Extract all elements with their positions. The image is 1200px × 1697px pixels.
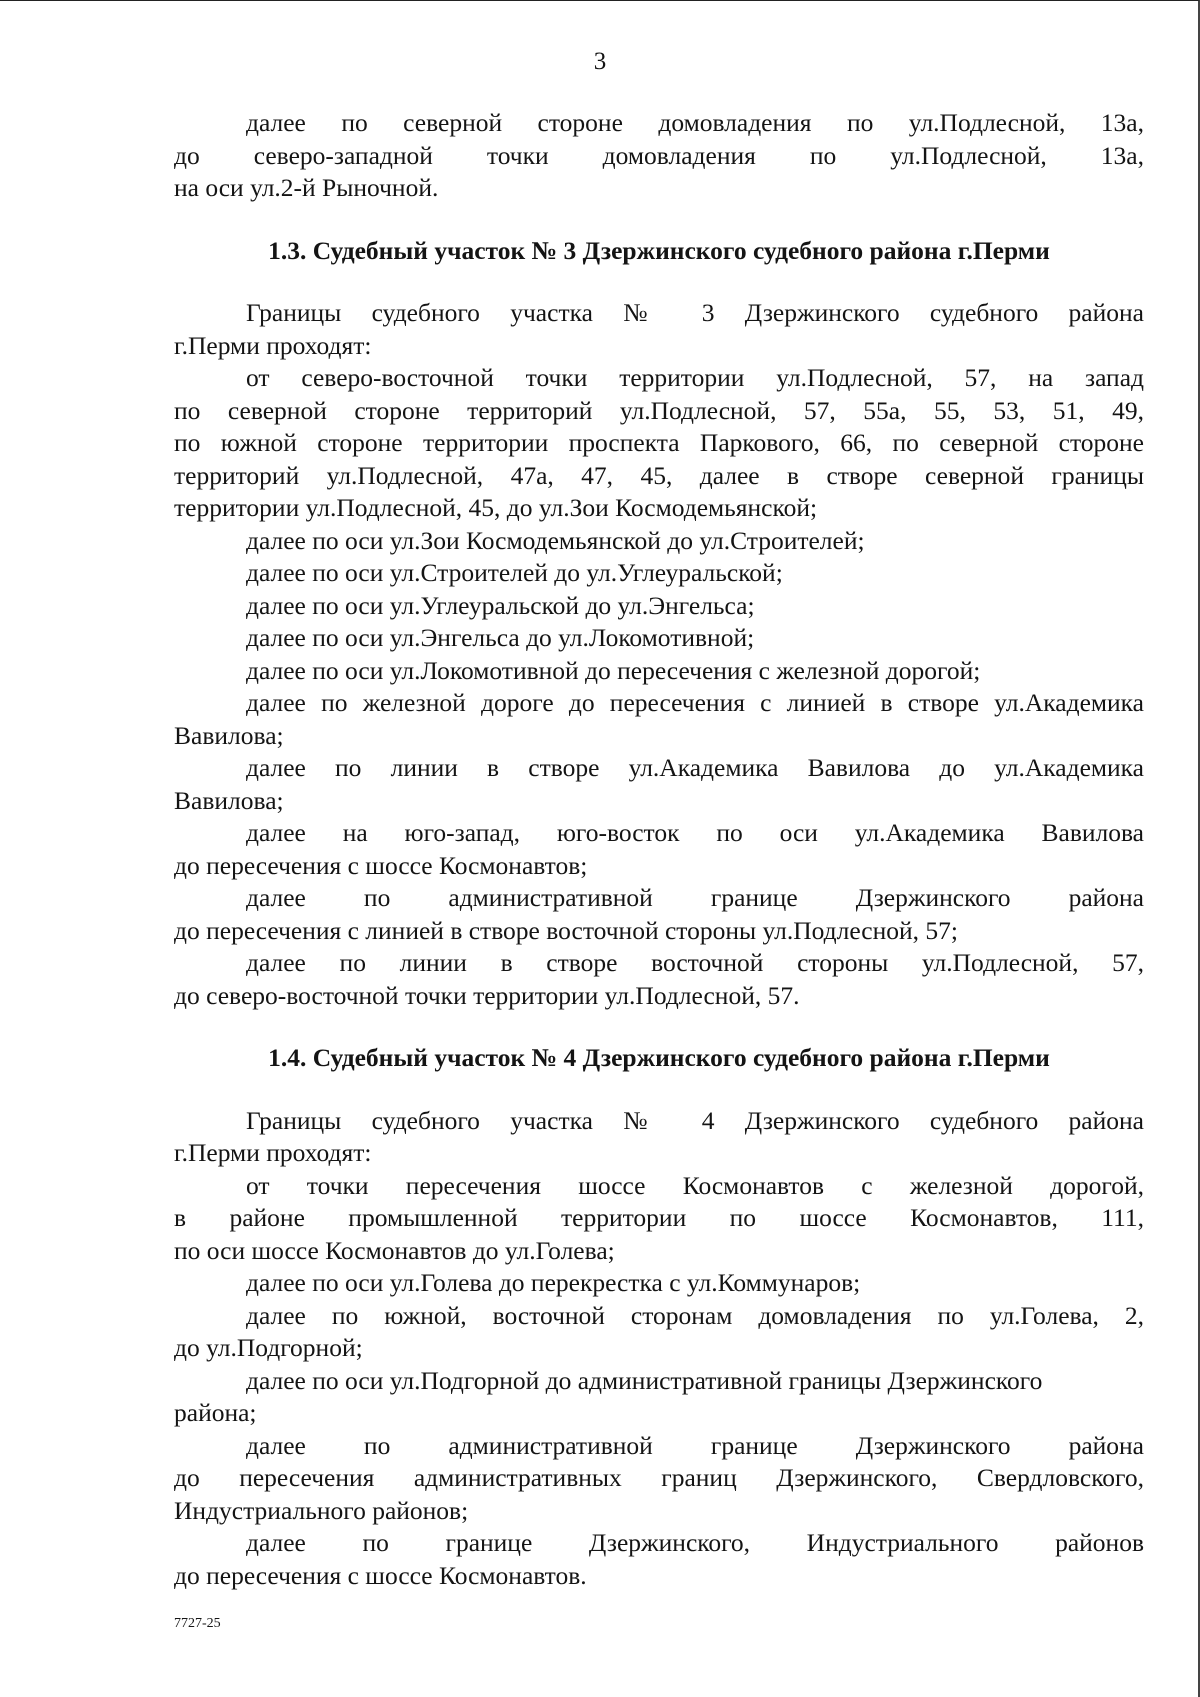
text-line: Индустриального районов; [174,1495,469,1525]
text-line: далее по линии в створе ул.Академика Вавилова до ул.Академика [246,753,1144,782]
text-line: далее по железной дороге до пересечения с линией в створе ул.Академика [246,688,1144,717]
section-4-body [174,1105,1144,1593]
text-line: до пересечения с линией в створе восточной стороны ул.Подлесной, 57; [174,915,959,945]
text-line: от северо-восточной точки территории ул.Подлесной, 57, на запад [246,363,1144,392]
section-heading-3: 1.3. Судебный участок № 3 Дзержинского судебного района г.Перми [268,235,1050,265]
page-number: 3 [593,48,607,75]
section-3-body [174,297,1144,1012]
text-line: далее по оси ул.Локомотивной до пересечения с железной дорогой; [246,655,981,685]
text-line: до пересечения с шоссе Космонавтов. [174,1560,587,1590]
text-line: далее по оси ул.Подгорной до административной границы Дзержинского [246,1365,1043,1395]
text-line: г.Перми проходят: [174,330,372,360]
text-line: далее по северной стороне домовладения по ул.Подлесной, 13а, [246,108,1144,137]
text-line: далее по линии в створе восточной стороны ул.Подлесной, 57, [246,948,1144,977]
document-body [174,107,1144,1592]
text-line: далее по южной, восточной сторонам домовладения по ул.Голева, 2, [246,1300,1144,1330]
text-line: г.Перми проходят: [174,1138,372,1167]
text-line: далее по административной границе Дзержинского района [246,883,1144,912]
text-line: далее по оси ул.Углеуральской до ул.Энгельса; [246,590,755,620]
text-line: на оси ул.2-й Рыночной. [174,173,439,202]
text-line: далее по границе Дзержинского, Индустриального районов [246,1528,1144,1557]
text-line: до пересечения административных границ Дзержинского, Свердловского, [174,1463,1144,1492]
text-line: далее по административной границе Дзержинского района [246,1430,1144,1460]
text-line: далее по оси ул.Энгельса до ул.Локомотивной; [246,623,755,652]
text-line: далее на юго-запад, юго-восток по оси ул.Академика Вавилова [246,818,1144,847]
text-line: до северо-восточной точки территории ул.Подлесной, 57. [174,980,800,1010]
text-line: территории ул.Подлесной, 45, до ул.Зои Космодемьянской; [174,493,818,522]
text-line: далее по оси ул.Строителей до ул.Углеуральской; [246,558,783,587]
text-line: далее по оси ул.Зои Космодемьянской до ул.Строителей; [246,525,865,555]
text-line: далее по оси ул.Голева до перекрестка с ул.Коммунаров; [246,1268,861,1297]
text-line: по южной стороне территории проспекта Паркового, 66, по северной стороне [174,428,1144,457]
text-line: Вавилова; [174,720,284,750]
text-line: Границы судебного участка № 3 Дзержинского судебного района [246,298,1144,327]
section-heading-4: 1.4. Судебный участок № 4 Дзержинского судебного района г.Перми [268,1043,1050,1072]
text-line: по северной стороне территорий ул.Подлесной, 57, 55а, 55, 53, 51, 49, [174,395,1144,425]
text-line: до пересечения с шоссе Космонавтов; [174,850,588,880]
text-line: территорий ул.Подлесной, 47а, 47, 45, далее в створе северной границы [174,460,1144,490]
text-line: по оси шоссе Космонавтов до ул.Голева; [174,1235,615,1265]
document-code: 7727-25 [174,1616,221,1631]
text-line: района; [174,1398,257,1427]
text-line: до северо-западной точки домовладения по ул.Подлесной, 13а, [174,140,1144,170]
text-line: до ул.Подгорной; [174,1333,363,1362]
text-line: от точки пересечения шоссе Космонавтов с железной дорогой, [246,1170,1144,1200]
text-line: в районе промышленной территории по шоссе Космонавтов, 111, [174,1203,1144,1232]
text-line: Вавилова; [174,785,284,815]
text-line: Границы судебного участка № 4 Дзержинского судебного района [246,1105,1144,1135]
